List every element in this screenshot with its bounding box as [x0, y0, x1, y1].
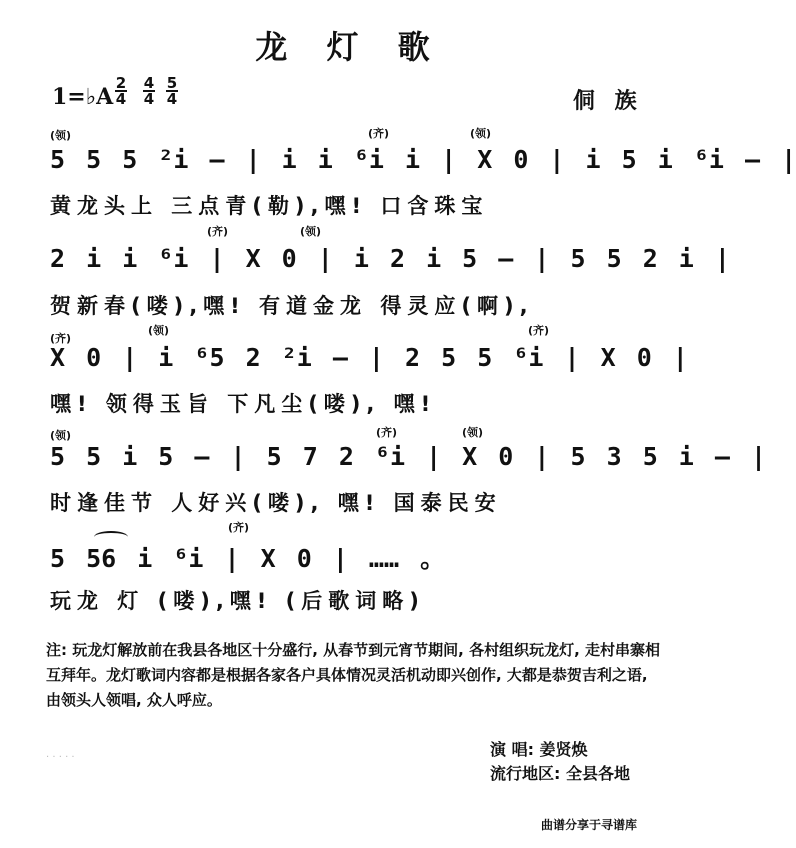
all-mark: (齐): [207, 225, 229, 238]
lyrics-line-1: 黄龙头上 三点青(勒),嘿! 口含珠宝: [50, 194, 489, 218]
lyrics-line-5: 玩龙 灯 (喽),嘿! (后歌词略): [50, 589, 425, 613]
ethnic-group: 侗 族: [573, 89, 643, 114]
lead-mark: (领): [462, 426, 484, 439]
lead-mark: (领): [148, 324, 170, 337]
key-signature: 1=♭A: [52, 84, 114, 110]
footnote: 注: 玩龙灯解放前在我县各地区十分盛行, 从春节到元宵节期间, 各村组织玩龙灯, 走村串寨相互拜年。龙灯歌词内容都是根据各家各户具体情况灵活机动即兴创作, 大都是恭贺吉利之语, 由领头人领唱, 众人呼应。: [46, 641, 660, 709]
all-mark: (齐): [368, 127, 390, 140]
lyrics-line-3: 嘿! 领得玉旨 下凡尘(喽), 嘿!: [50, 392, 437, 416]
meter-2-4: 2 4: [115, 74, 127, 108]
lead-mark: (领): [50, 429, 72, 442]
lead-mark: (领): [470, 127, 492, 140]
notation-line-2: 2 i i ⁶i | X 0 | i 2 i 5 — | 5 5 2 i |: [50, 244, 730, 273]
watermark: 曲谱分享于寻谱库: [540, 818, 637, 832]
meter-4-4: 4 4: [143, 74, 155, 108]
notation-line-1: 5 5 5 ²i — | i i ⁶i i | X 0 | i 5 i ⁶i — |: [50, 145, 796, 174]
lead-mark: (领): [300, 225, 322, 238]
lead-mark: (领): [50, 129, 72, 142]
lyrics-line-4: 时逢佳节 人好兴(喽), 嘿! 国泰民安: [50, 491, 502, 515]
all-mark: (齐): [528, 324, 550, 337]
song-title: 龙 灯 歌: [255, 28, 444, 66]
notation-line-5: 5 56 i ⁶i | X 0 | …… 。: [50, 544, 446, 573]
singer-credit: 演 唱: 姜贤焕: [490, 740, 588, 759]
scan-speckle: · · · · ·: [46, 752, 75, 763]
all-mark: (齐): [376, 426, 398, 439]
all-mark: (齐): [228, 521, 250, 534]
lyrics-line-2: 贺新春(喽),嘿! 有道金龙 得灵应(啊),: [50, 294, 534, 318]
notation-line-4: 5 5 i 5 — | 5 7 2 ⁶i | X 0 | 5 3 5 i — |: [50, 442, 767, 471]
area-credit: 流行地区: 全县各地: [490, 764, 630, 783]
meter-5-4: 5 4: [166, 74, 178, 108]
notation-line-3: X 0 | i ⁶5 2 ²i — | 2 5 5 ⁶i | X 0 |: [50, 343, 688, 372]
all-mark: (齐): [50, 332, 72, 345]
